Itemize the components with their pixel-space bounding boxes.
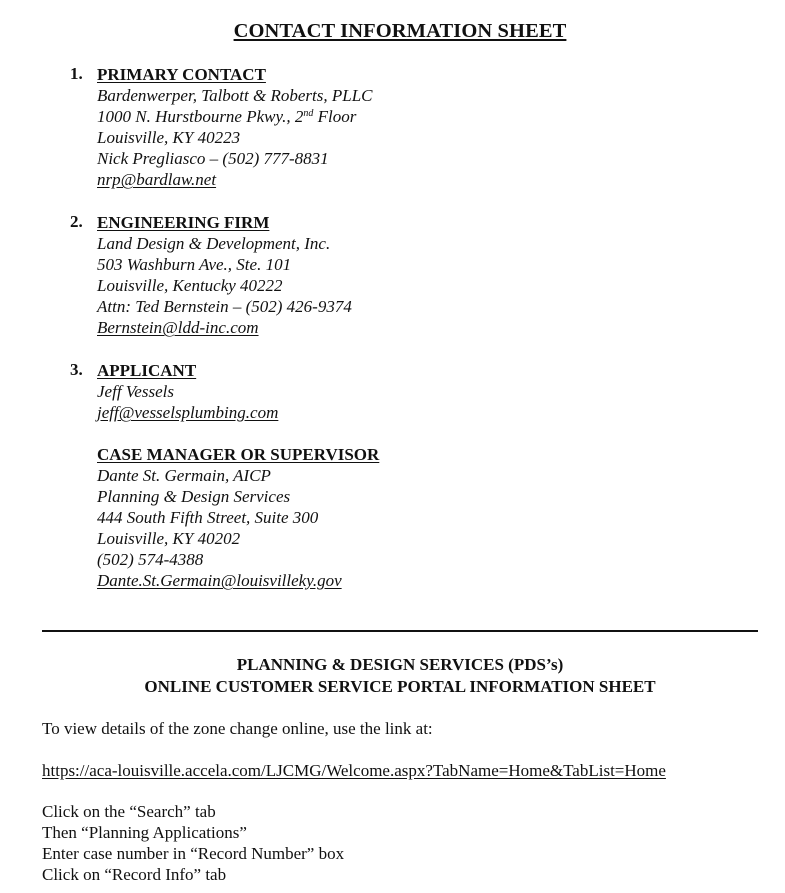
- instruction-step: Then “Planning Applications”: [42, 823, 247, 842]
- applicant-details: [97, 360, 717, 423]
- case-manager-city: Louisville, KY 40202: [97, 529, 241, 548]
- primary-contact-heading: PRIMARY CONTACT: [97, 65, 266, 84]
- primary-contact-address: [97, 106, 717, 127]
- address-text: 1000 N. Hurstbourne Pkwy., 2: [97, 107, 304, 126]
- page-title: CONTACT INFORMATION SHEET: [233, 20, 567, 42]
- portal-url-link[interactable]: https://aca-louisville.accela.com/LJCMG/Welcome.aspx?TabName=Home&TabList=Home: [42, 761, 666, 780]
- applicant-email-link[interactable]: jeff@vesselsplumbing.com: [97, 403, 279, 422]
- engineering-firm-address: 503 Washburn Ave., Ste. 101: [97, 255, 292, 274]
- instruction-step: Click on the “Search” tab: [42, 802, 216, 821]
- instruction-step: Enter case number in “Record Number” box: [42, 844, 345, 863]
- engineering-firm-city: Louisville, Kentucky 40222: [97, 276, 283, 295]
- case-manager-heading: CASE MANAGER OR SUPERVISOR: [97, 445, 380, 464]
- applicant-heading: APPLICANT: [97, 361, 197, 380]
- engineering-firm-name: Land Design & Development, Inc.: [97, 234, 331, 253]
- engineering-firm-email-link[interactable]: Bernstein@ldd-inc.com: [97, 318, 259, 337]
- primary-contact-details: [97, 64, 717, 190]
- case-manager-details: [97, 444, 717, 591]
- primary-contact-email-link[interactable]: nrp@bardlaw.net: [97, 170, 217, 189]
- portal-title-line2: ONLINE CUSTOMER SERVICE PORTAL INFORMATION SHEET: [144, 677, 656, 696]
- section-number: 2.: [70, 212, 83, 231]
- instruction-step: Click on “Record Info” tab: [42, 865, 227, 884]
- primary-contact-person: Nick Pregliasco – (502) 777-8831: [97, 149, 329, 168]
- address-floor-text: Floor: [313, 107, 357, 126]
- case-manager-phone: (502) 574-4388: [97, 550, 204, 569]
- section-number: 3.: [70, 360, 83, 379]
- section-number: 1.: [70, 64, 83, 83]
- engineering-firm-details: [97, 212, 717, 338]
- case-manager-dept: Planning & Design Services: [97, 487, 291, 506]
- case-manager-name: Dante St. Germain, AICP: [97, 466, 271, 485]
- engineering-firm-person: Attn: Ted Bernstein – (502) 426-9374: [97, 297, 352, 316]
- portal-title-line1: PLANNING & DESIGN SERVICES (PDS’s): [236, 655, 564, 674]
- ordinal-suffix: nd: [303, 108, 314, 119]
- applicant-name: Jeff Vessels: [97, 382, 174, 401]
- engineering-firm-heading: ENGINEERING FIRM: [97, 213, 270, 232]
- horizontal-divider: [42, 630, 758, 632]
- primary-contact-city: Louisville, KY 40223: [97, 128, 241, 147]
- case-manager-address: 444 South Fifth Street, Suite 300: [97, 508, 319, 527]
- case-manager-email-link[interactable]: Dante.St.Germain@louisvilleky.gov: [97, 571, 342, 590]
- portal-intro-text: To view details of the zone change online, use the link at:: [42, 719, 433, 738]
- primary-contact-firm: Bardenwerper, Talbott & Roberts, PLLC: [97, 86, 373, 105]
